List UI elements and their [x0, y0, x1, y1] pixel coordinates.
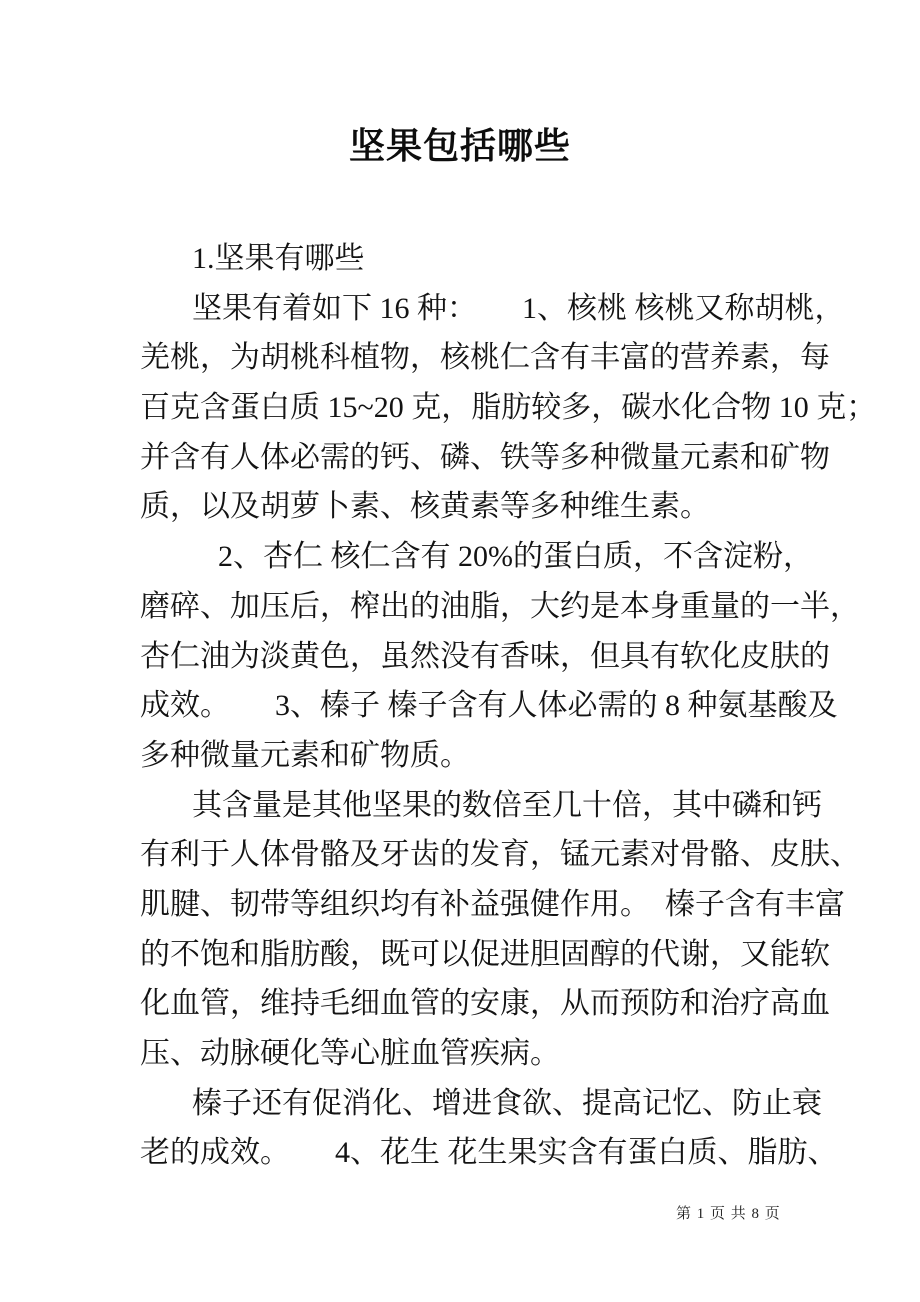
- text-line: 多种微量元素和矿物质。: [140, 738, 470, 772]
- text-line: 磨碎、加压后，榨出的油脂，大约是本身重量的一半，: [140, 589, 860, 623]
- text-line: 榛子还有促消化、增进食欲、提高记忆、防止衰: [192, 1086, 822, 1120]
- text-line: 化血管，维持毛细血管的安康，从而预防和治疗高血: [140, 987, 830, 1021]
- text-line: 质，以及胡萝卜素、核黄素等多种维生素。: [140, 490, 710, 524]
- text-line: 成效。 3、榛子 榛子含有人体必需的 8 种氨基酸及: [140, 689, 838, 723]
- text-line: 的不饱和脂肪酸，既可以促进胆固醇的代谢，又能软: [140, 937, 830, 971]
- text-line: 肌腱、韧带等组织均有补益强健作用。 榛子含有丰富: [140, 887, 845, 921]
- text-line: 并含有人体必需的钙、磷、铁等多种微量元素和矿物: [140, 440, 830, 474]
- text-line: 杏仁油为淡黄色，虽然没有香味，但具有软化皮肤的: [140, 639, 830, 673]
- text-line: 羌桃，为胡桃科植物，核桃仁含有丰富的营养素，每: [140, 341, 830, 375]
- text-line: 2、杏仁 核仁含有 20%的蛋白质，不含淀粉，: [218, 540, 813, 574]
- text-line: 百克含蛋白质 15~20 克，脂肪较多，碳水化合物 10 克；: [140, 391, 877, 425]
- text-line: 1.坚果有哪些: [192, 242, 365, 275]
- document-title: 坚果包括哪些: [348, 126, 571, 166]
- text-line: 老的成效。 4、花生 花生果实含有蛋白质、脂肪、: [140, 1136, 838, 1170]
- document-body: [140, 234, 877, 1178]
- page-number: 第 1 页 共 8 页: [676, 1206, 781, 1222]
- text-line: 压、动脉硬化等心脏血管疾病。: [140, 1037, 560, 1070]
- text-line: 有利于人体骨骼及牙齿的发育，锰元素对骨骼、皮肤、: [140, 838, 860, 872]
- text-line: 其含量是其他坚果的数倍至几十倍，其中磷和钙: [192, 788, 822, 822]
- text-line: 坚果有着如下 16 种： 1、核桃 核桃又称胡桃，: [192, 291, 845, 325]
